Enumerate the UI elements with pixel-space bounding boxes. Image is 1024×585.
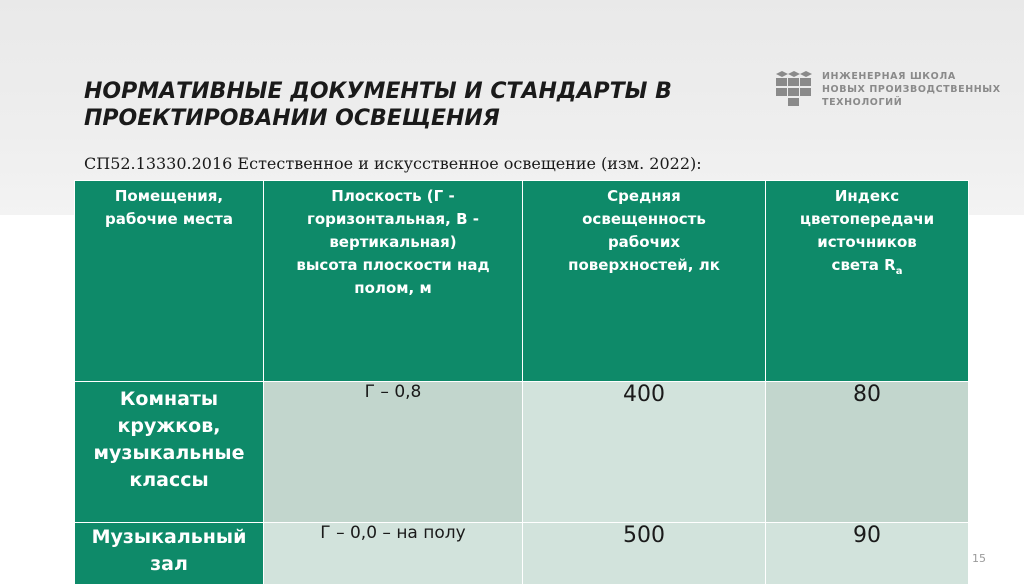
- page-number: 15: [972, 552, 986, 565]
- row-plane: Г – 0,8: [264, 382, 523, 523]
- logo-line-2: НОВЫХ ПРОИЗВОДСТВЕННЫХ: [822, 84, 1001, 95]
- header-color-rendering-index: Индекс цветопередачи источников света $R_a$: [766, 181, 969, 382]
- row-cri: 80: [766, 382, 969, 523]
- row-room-name: Музыкальный зал: [75, 523, 264, 585]
- cubes-logo-icon: [772, 68, 816, 108]
- subscript-a: a: [895, 266, 903, 277]
- header-rooms: Помещения, рабочие места: [75, 181, 264, 382]
- row-room-name: Комнаты кружков, музыкальные классы: [75, 382, 264, 523]
- table-row: [75, 382, 969, 523]
- slide-title: НОРМАТИВНЫЕ ДОКУМЕНТЫ И СТАНДАРТЫ В ПРОЕКТИРОВАНИИ ОСВЕЩЕНИЯ: [84, 79, 672, 131]
- header-illuminance: Средняя освещенность рабочих поверхностей, лк: [523, 181, 766, 382]
- logo-line-3: ТЕХНОЛОГИЙ: [822, 97, 903, 108]
- table-header-row: [75, 181, 969, 382]
- row-cri: 90: [766, 523, 969, 585]
- row-plane: Г – 0,0 – на полу: [264, 523, 523, 585]
- row-illuminance: 400: [523, 382, 766, 523]
- logo-line-1: ИНЖЕНЕРНАЯ ШКОЛА: [822, 71, 956, 82]
- table-row: [75, 523, 969, 585]
- school-logo: [772, 68, 1012, 118]
- header-plane: Плоскость (Г - горизонтальная, В - вертикальная) высота плоскости над полом, м: [264, 181, 523, 382]
- row-illuminance: 500: [523, 523, 766, 585]
- standard-reference: СП52.13330.2016 Естественное и искусственное освещение (изм. 2022):: [84, 154, 702, 173]
- lighting-norms-table: [74, 180, 969, 585]
